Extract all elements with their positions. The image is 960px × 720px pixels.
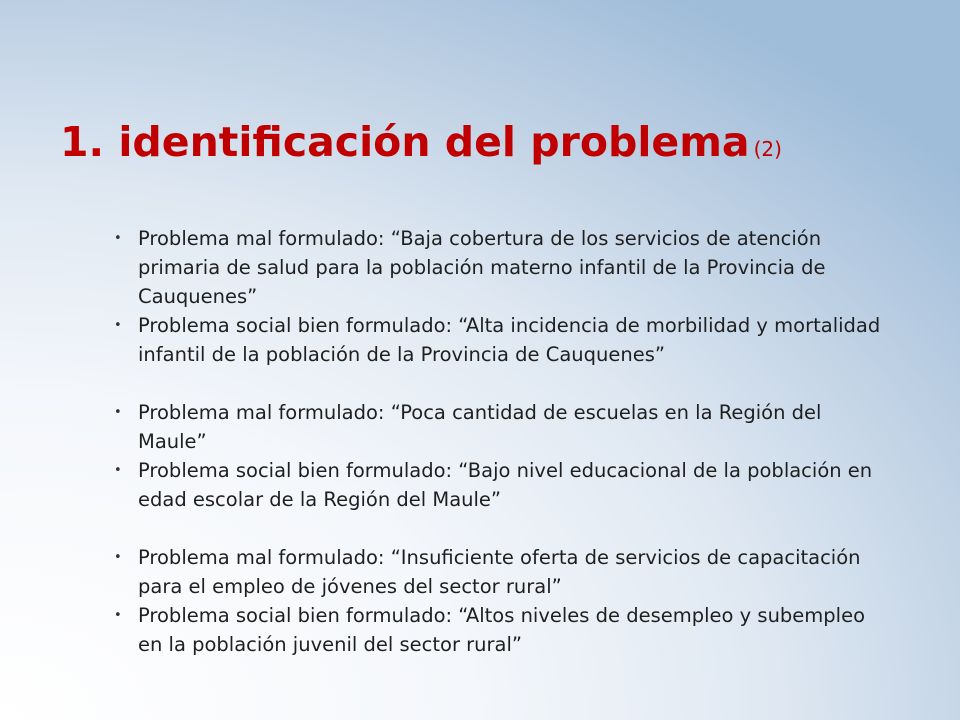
bullet-item: • Problema social bien formulado: “Bajo nivel educacional de la población en edad escolar de la Región del Maule” bbox=[112, 456, 892, 514]
bullet-item: • Problema mal formulado: “Baja cobertura de los servicios de atención primaria de salud para la población materno infantil de la Provincia de Cauquenes” bbox=[112, 224, 892, 311]
bullet-item: • Problema mal formulado: “Poca cantidad de escuelas en la Región del Maule” bbox=[112, 398, 892, 456]
bullet-item: • Problema social bien formulado: “Alta incidencia de morbilidad y mortalidad infantil de la población de la Provincia de Cauquenes” bbox=[112, 311, 892, 369]
slide-title bbox=[60, 118, 782, 173]
slide-title-suffix: (2) bbox=[753, 137, 782, 161]
slide-title-main: 1. identificación del problema bbox=[60, 118, 750, 166]
bullet-list bbox=[112, 224, 892, 659]
bullet-item: • Problema social bien formulado: “Altos niveles de desempleo y subempleo en la población juvenil del sector rural” bbox=[112, 601, 892, 659]
bullet-item: • Problema mal formulado: “Insuficiente oferta de servicios de capacitación para el empleo de jóvenes del sector rural” bbox=[112, 543, 892, 601]
